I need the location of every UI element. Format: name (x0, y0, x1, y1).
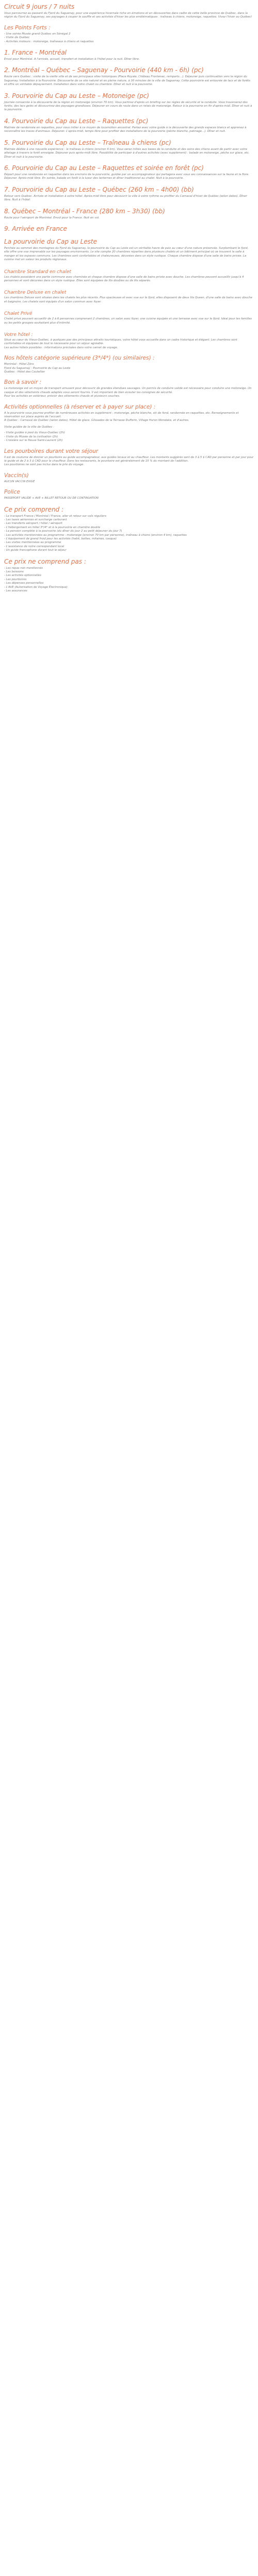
day-title: 2. Montréal – Québec – Saguenay - Pourvoirie (440 km - 6h) (pc) (4, 66, 204, 74)
activites-list (4, 431, 254, 443)
list-item: - Les activités mentionnées au programme : motoneige (environ 70 km par personne), traîneau à chiens (environ 4 km), raquettes (4, 533, 187, 537)
list-item: - Les taxes aériennes et surcharge carburant (4, 518, 67, 521)
intro-section (4, 3, 254, 20)
day-8 (4, 208, 254, 220)
list-item: - L'hébergement en hôtel 3*/4* et à la pourvoirie en chambre double (4, 526, 101, 529)
day-title: 3. Pourvoirie du Cap au Leste – Motoneige (pc) (4, 92, 150, 99)
police-title: Police (4, 489, 20, 496)
activites-text: A la pourvoirie vous pourrez profiter de nombreuses activités en supplément : motoneige, pêche blanche, ski de fond, randonnée en raquettes, etc. Renseignements et réservation sur place auprès de l'accueil. A Québec : Carnaval de Québec (selon dates), Hôtel de glace, Glissades de la Terrasse Dufferin, Village Huron Wendake, et d'autres. (4, 411, 239, 422)
hotel-text: Situé au cœur du Vieux-Québec, à quelques pas des principaux attraits touristiques, votre hôtel vous accueille dans un cadre historique et élégant. Les chambres sont confortables et équipées de tout le nécessaire pour un séjour agréable. Les autres hôtels possibles : informations précisées dans votre carnet de voyage. (4, 338, 237, 349)
day-9 (4, 225, 254, 233)
list-item: - Visite du Musée de la civilisation (2h) (4, 435, 58, 438)
hebergement-section (4, 238, 254, 350)
bon-a-savoir-text: La motoneige est un moyen de transport amusant pour découvrir de grandes étendues sauvages. Un permis de conduire valide est nécessaire pour conduire une motoneige. Un casque et des vêtements chauds adaptés vous seront fournis. Il est important de bien écouter les consignes de sécurité. Pour les activités en extérieur, prévoir des vêtements chauds et plusieurs couches. (4, 387, 252, 398)
list-item: - Les pourboires (4, 578, 27, 581)
list-item: - Les transferts aéroport / hôtel / aéroport (4, 522, 62, 526)
list-item: - Les boissons (4, 570, 24, 573)
day-text: Départ pour une randonnée en raquettes dans les environs de la pourvoirie, guidée par un accompagnateur qui partagera avec vous ses connaissances sur la faune et la flore. Déjeuner. Après-midi libre. En soirée, balade en forêt à la lueur des lanternes et dîner traditionnel au chalet. Nuit à la pourvoirie. (4, 173, 249, 180)
day-title: 8. Québec – Montréal - France (280 km – 3h30) (bb) (4, 207, 165, 215)
prix-ne-comprend-pas-list (4, 567, 254, 594)
list-item: - Visite guidée à pied du Vieux-Québec (2h) (4, 431, 65, 435)
hebergement-title: La pourvoirie du Cap au Leste (4, 238, 97, 245)
hebergement-text: Perchée au sommet des montagnes du Fjord du Saguenay, la pourvoirie du Cap au Leste est un véritable havre de paix au cœur d'une nature préservée. Surplombant le fjord, elle offre une vue imprenable sur les paysages environnants. Le site compte 20 chambres réparties dans plusieurs chalets et un bâtiment principal où se trouvent la salle à manger et les espaces communs. Les chambres sont confortables et chaleureuses, décorées dans un style rustique. Chaque chambre dispose d'une salle de bains privée. La cuisine met en valeur les produits régionaux. (4, 246, 249, 262)
list-item: - Les assurances (4, 589, 27, 593)
day-title: 5. Pourvoirie du Cap au Leste – Traîneau à chiens (pc) (4, 139, 171, 146)
room-type-text: Chalet privé pouvant accueillir de 2 à 6 personnes comprenant 2 chambres, un salon avec foyer, une cuisine équipée et une terrasse avec vue sur le fjord. Idéal pour les familles ou les petits groupes souhaitant plus d'intimité. (4, 317, 252, 325)
day-6 (4, 164, 254, 181)
nos-hotels-section (4, 355, 254, 374)
day-2 (4, 66, 254, 87)
intro-text: Vous parcourrez au passant du Fjord du Saguenay, pour une expérience hivernale riche en émotions et en découvertes dans cadre de cette belle province de Québec, dans la région du Fjord du Saguenay, ses paysages à couper le souffle et ses activités d'hiver les plus emblématiques : traîneau à chiens, motoneige, raquettes. Vivez l'hiver au Québec! (4, 12, 252, 19)
list-item: - Les dépenses personnelles (4, 582, 44, 585)
day-text: Route vers Québec : visite de la vieille ville et de ses principaux sites historiques (Place Royale, Château Frontenac, remparts…). Déjeuner puis continuation vers la région du Saguenay. Installation à la Pourvoirie. Découverte de ce site naturel et en pleine nature, à 30 minutes de la ville de Saguenay. Cette pourvoirie est entourée de lacs et de forêts et offre un véritable dépaysement. Installation dans votre chalet ou chambre. Dîner et nuit à la pourvoirie. (4, 75, 250, 87)
pourboires-section (4, 448, 254, 467)
bon-a-savoir-section (4, 379, 254, 398)
intro-title: Circuit 9 jours / 7 nuits (4, 3, 75, 10)
list-item: - Le transport France / Montréal / France, aller et retour sur vols réguliers (4, 514, 107, 518)
room-type-text: Les chambres Deluxe sont situées dans les chalets les plus récents. Plus spacieuses et avec vue sur le fjord, elles disposent de deux lits Queen, d'une salle de bains avec douche et baignoire. Les chalets sont équipés d'un salon commun avec foyer. (4, 296, 252, 303)
police-section (4, 489, 254, 500)
hotel-title: Votre hôtel : (4, 332, 33, 337)
day-text: Envol pour Montréal. A l'arrivée, accueil, transfert et installation à l'hôtel pour la nuit. Dîner libre. (4, 58, 140, 61)
pourboires-text: Il est de coutume de donner un pourboire au guide accompagnateur, aux guides locaux et au chauffeur. Les montants suggérés sont de 3 à 5 $ CAD par personne et par jour pour le guide et de 2 à 3 $ CAD pour le chauffeur. Dans les restaurants, le pourboire est généralement de 15 % du montant de l'addition. Les pourboires ne sont pas inclus dans le prix du voyage. (4, 455, 254, 467)
day-title: 9. Arrivée en France (4, 225, 67, 232)
list-item: - L'assistance de notre correspondant local (4, 545, 64, 548)
day-title: 6. Pourvoirie du Cap au Leste – Raquettes et soirée en forêt (pc) (4, 164, 204, 172)
pourboires-title: Les pourboires durant votre séjour (4, 448, 99, 454)
day-text: Matinée de randonnée en raquettes, pour vous initier à ce moyen de locomotion ancestral. Partez avec votre guide à la découverte des grands espaces blancs et apprenez à reconnaître les traces d'animaux. Déjeuner. L'après-midi, temps libre pour profiter des installations de la pourvoirie (pêche blanche, patinage…). Dîner et nuit. (4, 126, 247, 133)
day-title: 7. Pourvoirie du Cap au Leste – Québec (260 km – 4h00) (bb) (4, 185, 194, 193)
room-type-title: Chalet Privé (4, 311, 33, 317)
day-title: 4. Pourvoirie du Cap au Leste – Raquettes (pc) (4, 117, 149, 125)
prix-comprend-list (4, 515, 254, 553)
day-text: Journée consacrée à la découverte de la région en motoneige (environ 70 km). Vous partirez d'après un briefing sur les règles de sécurité et la conduite. Vous traverserez des forêts, des lacs gelés et découvrirez des paysages grandioses. Déjeuner en cours de route dans un relais de motoneige. Retour à la pourvoirie en fin d'après-midi. Dîner et nuit à la pourvoirie. (4, 100, 252, 112)
vaccins-section (4, 472, 254, 484)
nos-hotels-title: Nos hôtels catégorie supérieure (3*/4*) (ou similaires) : (4, 355, 155, 362)
list-item: - L'AVE (Autorisation de Voyage Électronique) (4, 585, 68, 589)
prix-comprend-title: Ce prix comprend : (4, 505, 64, 513)
prix-ne-comprend-pas-section (4, 558, 254, 594)
nos-hotels-list (4, 363, 254, 374)
points-forts-title: Les Points Forts : (4, 24, 51, 31)
day-text: Matinée dédiée à une nouvelle expérience : le traîneau à chiens (environ 4 km). Vous serez initiés aux bases de la conduite et des soins des chiens avant de partir avec votre attelage à travers la forêt enneigée. Déjeuner puis après-midi libre. Possibilité de participer à d'autres activités (avec supplément) : balade en motoneige, pêche sur glace, etc. Dîner et nuit à la pourvoirie. (4, 147, 250, 159)
day-7 (4, 186, 254, 202)
day-text: Retour vers Québec. Arrivée et installation à votre hôtel. Après-midi libre pour découvrir la ville à votre rythme ou profiter du Carnaval d'hiver de Québec (selon dates). Dîner libre. Nuit à l'hôtel. (4, 194, 247, 202)
points-forts-section (4, 25, 254, 44)
day-title: 1. France - Montréal (4, 49, 67, 57)
list-item: - L'équipement de grand froid pour les activités (habit, bottes, mitaines, casque) (4, 537, 117, 540)
room-type-title: Chambre Standard en chalet (4, 269, 71, 275)
list-item: - Croisière sur le fleuve Saint-Laurent (2h) (4, 439, 63, 443)
prix-ne-comprend-pas-title: Ce prix ne comprend pas : (4, 557, 86, 565)
list-item: Montréal : Hôtel Zéro (4, 363, 34, 366)
list-item: - Les repas non mentionnés (4, 566, 43, 570)
page (0, 0, 258, 593)
list-item: - Un guide francophone durant tout le séjour (4, 549, 67, 552)
activites-section (4, 404, 254, 443)
prix-comprend-section (4, 506, 254, 553)
activites-title: Activités optionnelles (à réserver et à payer sur place) : (4, 403, 156, 410)
list-item: - Les activités optionnelles (4, 574, 41, 578)
points-forts-list (4, 32, 254, 44)
day-4 (4, 117, 254, 134)
room-type-text: Les chalets possèdent une partie commune avec cheminée et chaque chambre dispose d'une salle de bains privée avec douche. Les chambres peuvent accueillir jusqu'à 4 personnes et sont décorées dans un style rustique. Elles sont équipées de lits doubles ou de lits séparés. (4, 275, 244, 282)
list-item: - Une soirée Musée grand Québec en Sénégal 2 (4, 32, 71, 36)
day-5 (4, 139, 254, 159)
day-1 (4, 49, 254, 61)
room-type-title: Chambre Deluxe en chalet (4, 290, 67, 296)
day-text: Route pour l'aéroport de Montréal. Envol pour la France. Nuit en vol. (4, 216, 100, 219)
list-item: - Visite de Québec (4, 36, 30, 40)
activites-list-title: Visite guidée de la ville de Québec : (4, 425, 55, 429)
day-3 (4, 92, 254, 112)
vaccins-text: AUCUN VACCIN EXIGÉ (4, 480, 35, 483)
vaccins-title: Vaccin(s) (4, 472, 29, 479)
bon-a-savoir-title: Bon à savoir : (4, 379, 42, 386)
list-item: - Activités moteurs : motoneige, traîneaux à chiens et raquettes (4, 40, 94, 43)
list-item: Québec : Hôtel des Coutellier (4, 370, 45, 374)
police-text: PASSEPORT VALIDE + AVE + BILLET RETOUR OU DE CONTINUATION (4, 497, 99, 500)
list-item: Fjord du Saguenay : Pourvoirie du Cap au Leste (4, 366, 71, 370)
list-item: - Les visites mentionnées au programme (4, 541, 61, 545)
list-item: - La pension complète à la pourvoirie (du dîner du jour 2 au petit déjeuner du jour 7) (4, 530, 122, 533)
